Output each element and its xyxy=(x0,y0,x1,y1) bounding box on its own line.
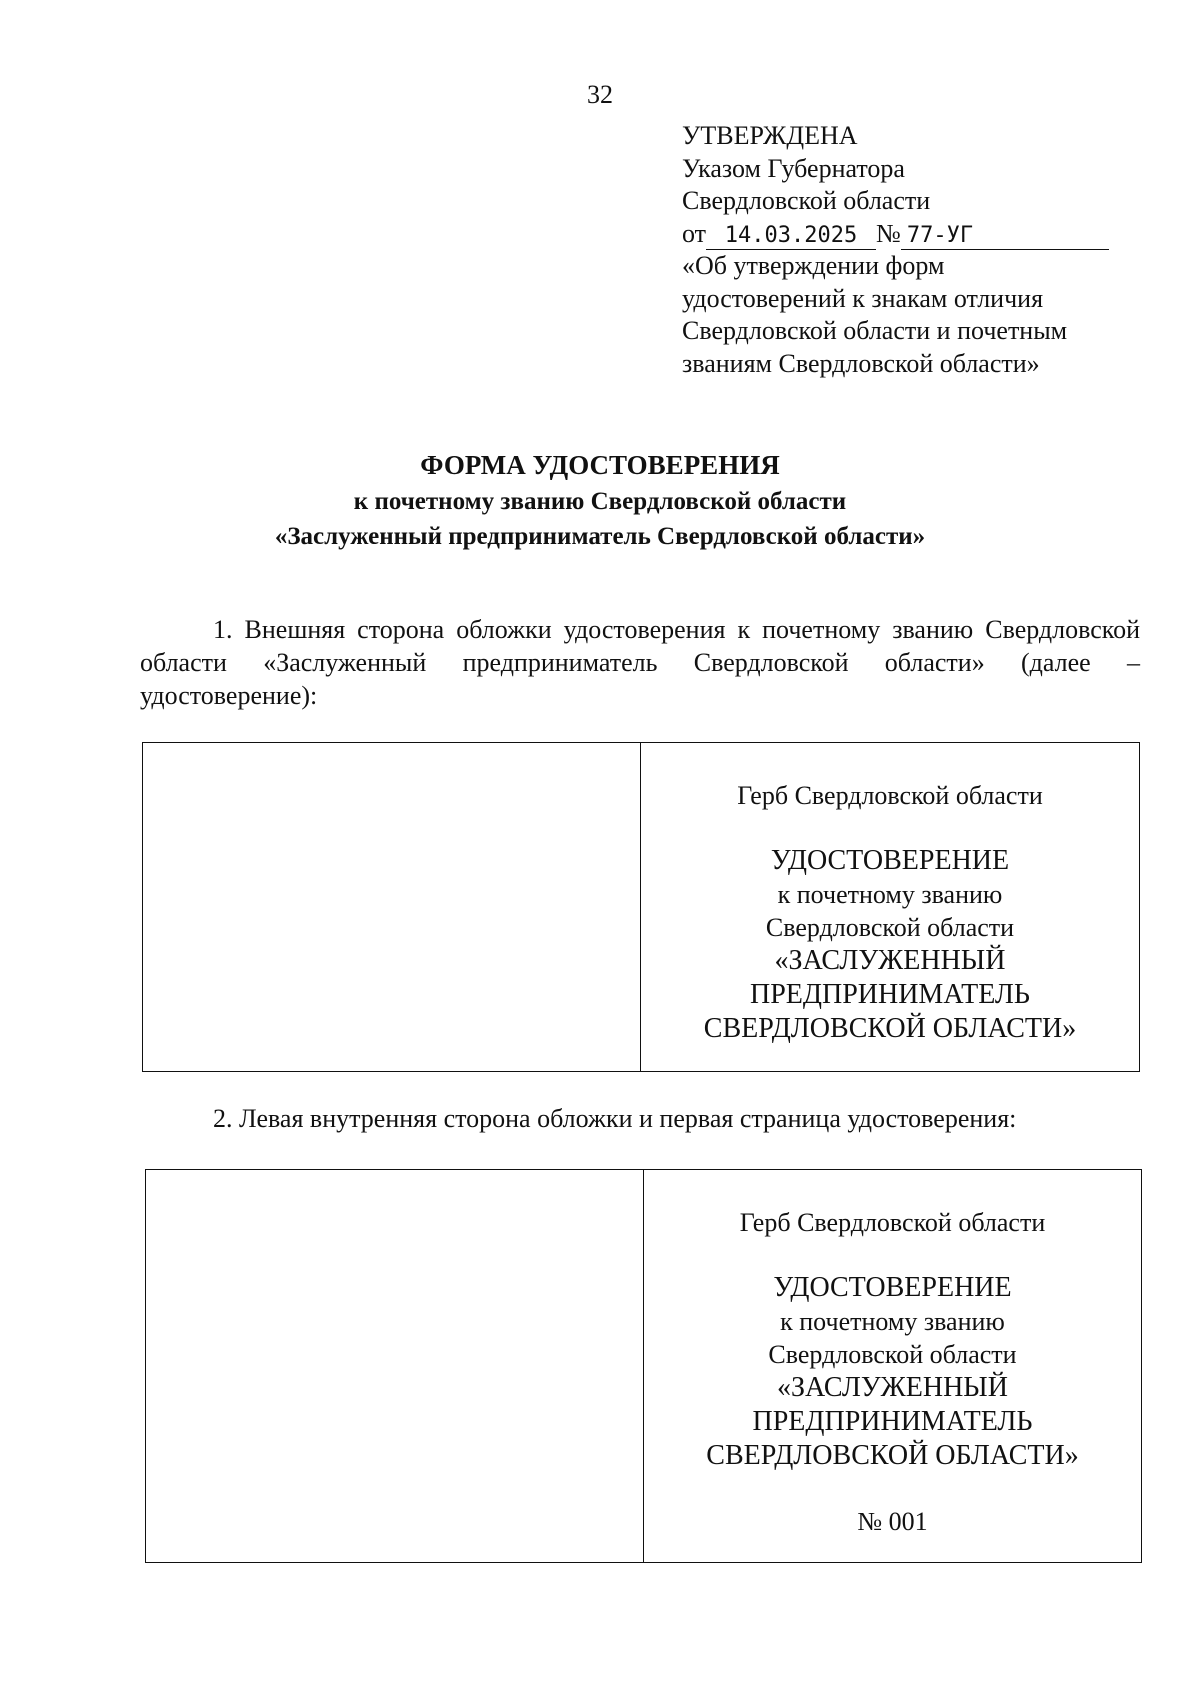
cover-left-panel xyxy=(143,743,641,1071)
certificate-line: ПРЕДПРИНИМАТЕЛЬ xyxy=(749,979,1030,1010)
decree-date: 14.03.2025 xyxy=(706,223,876,250)
approval-subject-line: званиям Свердловской области» xyxy=(682,348,1040,378)
section-1-text: 1. Внешняя сторона обложки удостоверения к почетному званию Свердловской области «Заслуженный предприниматель Свердловской области» (далее – удостоверение): xyxy=(140,615,1140,710)
approval-subject-line: удостоверений к знакам отличия xyxy=(682,283,1044,313)
date-prefix: от xyxy=(682,218,707,248)
certificate-line: «ЗАСЛУЖЕННЫЙ xyxy=(774,945,1006,976)
certificate-inner-cover xyxy=(145,1169,1142,1563)
certificate-line: Свердловской области xyxy=(765,913,1015,942)
certificate-line: Свердловской области xyxy=(768,1340,1017,1369)
certificate-outer-cover xyxy=(142,742,1140,1072)
approval-subject-line: Свердловской области и почетным xyxy=(682,316,1068,345)
approval-status: УТВЕРЖДЕНА xyxy=(682,121,858,150)
certificate-line: СВЕРДЛОВСКОЙ ОБЛАСТИ» xyxy=(703,1013,1077,1044)
decree-number: 77-УГ xyxy=(901,223,1109,250)
certificate-line: «ЗАСЛУЖЕННЫЙ xyxy=(777,1372,1008,1403)
certificate-heading: УДОСТОВЕРЕНИЕ xyxy=(773,1272,1012,1303)
certificate-line: СВЕРДЛОВСКОЙ ОБЛАСТИ» xyxy=(706,1440,1079,1471)
approval-authority: Указом Губернатора xyxy=(682,153,905,183)
certificate-line: к почетному званию xyxy=(780,1307,1005,1336)
approval-region: Свердловской области xyxy=(682,186,931,215)
section-2-text: 2. Левая внутренняя сторона обложки и первая страница удостоверения: xyxy=(213,1104,1017,1133)
approval-block xyxy=(682,120,1112,380)
page-number: 32 xyxy=(587,80,613,109)
certificate-number: № 001 xyxy=(857,1507,928,1536)
coat-of-arms-label: Герб Свердловской области xyxy=(739,1208,1046,1237)
certificate-line: к почетному званию xyxy=(777,880,1003,909)
form-title-subtitle: к почетному званию Свердловской области xyxy=(353,488,847,515)
number-prefix: № xyxy=(876,218,901,248)
certificate-heading: УДОСТОВЕРЕНИЕ xyxy=(770,845,1010,876)
inner-left-panel xyxy=(146,1170,644,1562)
coat-of-arms-label: Герб Свердловской области xyxy=(737,781,1043,810)
form-title-main: ФОРМА УДОСТОВЕРЕНИЯ xyxy=(420,450,780,480)
approval-date-number xyxy=(682,218,1112,251)
cover-right-panel xyxy=(641,743,1139,1071)
form-title-honor-name: «Заслуженный предприниматель Свердловской области» xyxy=(274,523,926,550)
certificate-line: ПРЕДПРИНИМАТЕЛЬ xyxy=(752,1406,1033,1437)
inner-right-panel xyxy=(644,1170,1141,1562)
form-title xyxy=(0,446,1200,554)
approval-subject-line: «Об утверждении форм xyxy=(682,251,945,280)
